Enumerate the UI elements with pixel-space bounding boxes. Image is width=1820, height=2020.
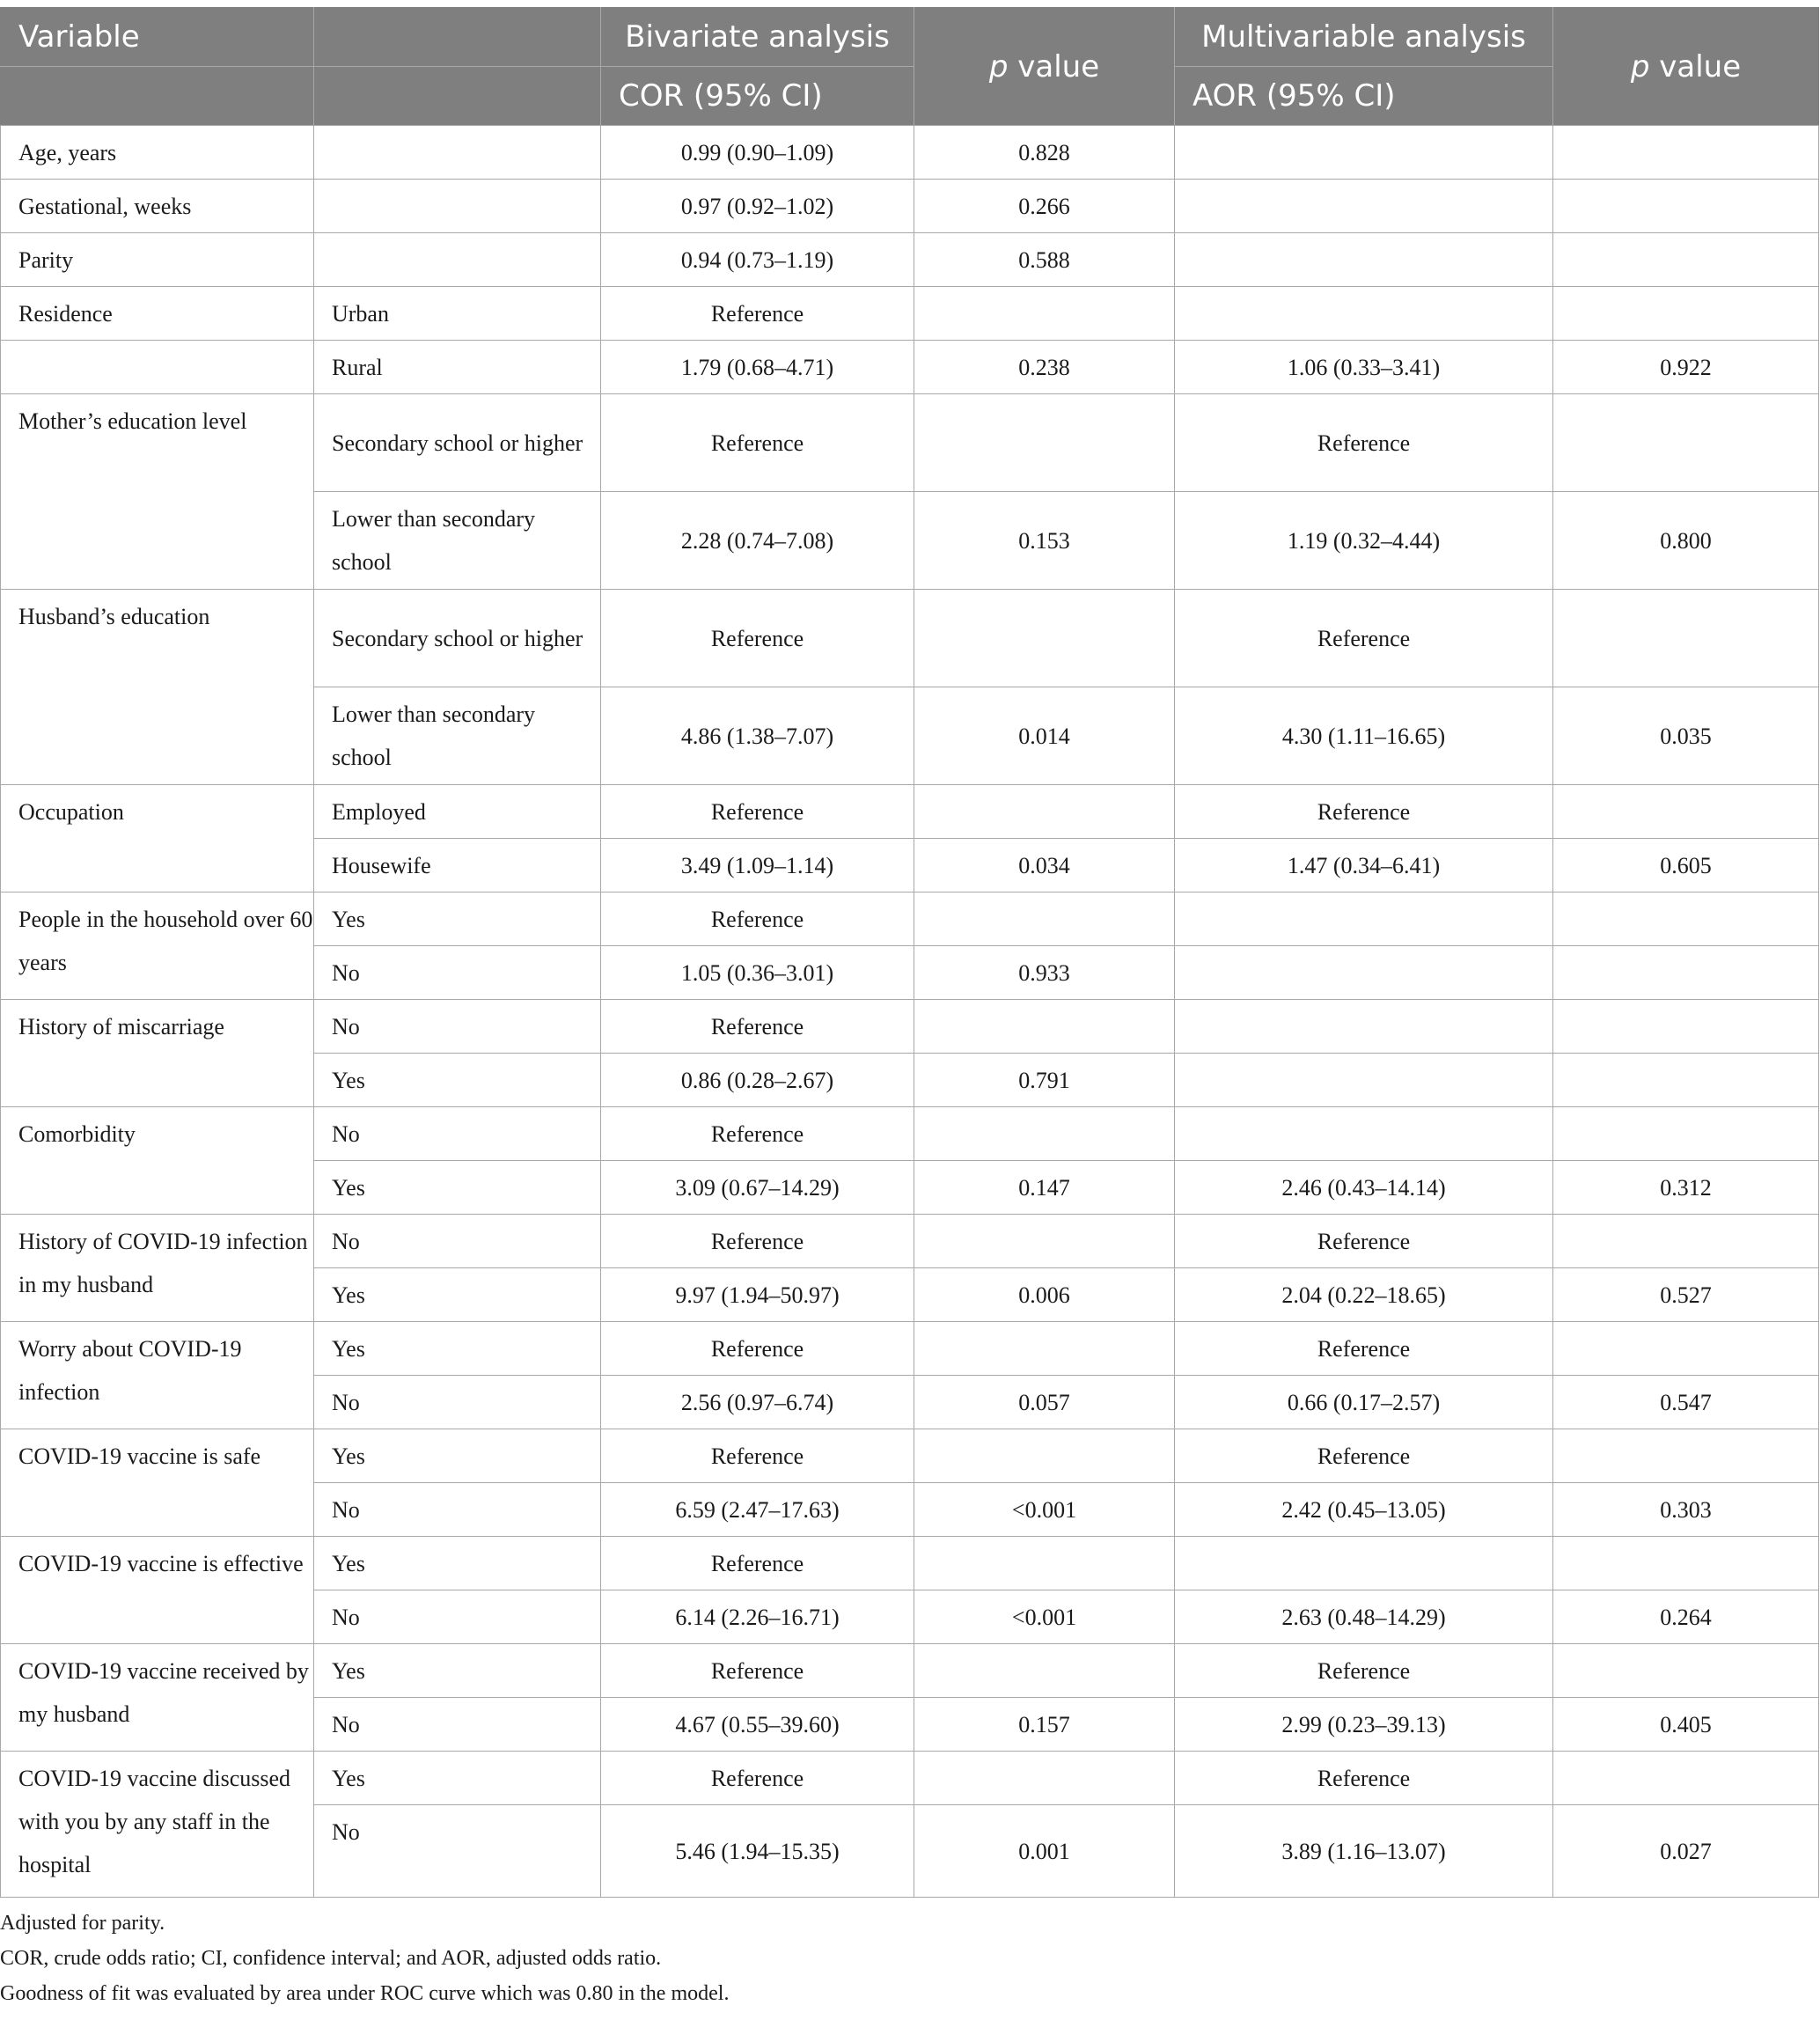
variable-cell: Age, years [1, 126, 314, 180]
category-cell [314, 126, 601, 180]
cor-cell: Reference [601, 1644, 914, 1698]
cor-cell: 0.97 (0.92–1.02) [601, 180, 914, 233]
category-cell: Lower than secondary school [314, 492, 601, 590]
aor-cell [1175, 180, 1553, 233]
category-cell: Yes [314, 1268, 601, 1322]
variable-cell: Comorbidity [1, 1107, 314, 1215]
category-cell: Yes [314, 1322, 601, 1376]
header-cor: COR (95% CI) [601, 67, 914, 126]
p-value-cell: 0.264 [1553, 1590, 1819, 1644]
category-cell: Yes [314, 892, 601, 946]
category-cell: Rural [314, 341, 601, 394]
regression-table-container [0, 7, 1818, 1898]
table-row [1, 1644, 1819, 1698]
p-value-cell [1553, 1322, 1819, 1376]
aor-cell: 1.47 (0.34–6.41) [1175, 839, 1553, 892]
p-value-cell [1553, 1429, 1819, 1483]
category-cell [314, 233, 601, 287]
table-header [1, 8, 1819, 126]
variable-cell: Worry about COVID-19 infection [1, 1322, 314, 1429]
category-cell: No [314, 946, 601, 1000]
aor-cell: Reference [1175, 1322, 1553, 1376]
aor-cell [1175, 1000, 1553, 1054]
p-value-cell: 0.303 [1553, 1483, 1819, 1537]
category-cell: No [314, 1376, 601, 1429]
variable-cell: COVID-19 vaccine is safe [1, 1429, 314, 1537]
variable-cell: COVID-19 vaccine discussed with you by any staff in the hospital [1, 1752, 314, 1898]
p-value-cell [914, 785, 1175, 839]
table-row [1, 180, 1819, 233]
variable-cell: COVID-19 vaccine is effective [1, 1537, 314, 1644]
aor-cell: 2.04 (0.22–18.65) [1175, 1268, 1553, 1322]
p-value-cell: 0.014 [914, 687, 1175, 785]
cor-cell: 0.99 (0.90–1.09) [601, 126, 914, 180]
p-value-cell: 0.791 [914, 1054, 1175, 1107]
p-value-cell [914, 892, 1175, 946]
p-value-cell: 0.605 [1553, 839, 1819, 892]
aor-cell: 2.99 (0.23–39.13) [1175, 1698, 1553, 1752]
p-value-cell: 0.828 [914, 126, 1175, 180]
header-multivariable: Multivariable analysis [1175, 8, 1553, 67]
p-value-cell [1553, 126, 1819, 180]
aor-cell: 2.42 (0.45–13.05) [1175, 1483, 1553, 1537]
p-value-cell [914, 590, 1175, 687]
category-cell: Urban [314, 287, 601, 341]
category-cell: Yes [314, 1644, 601, 1698]
table-row [1, 1215, 1819, 1268]
p-value-cell: 0.157 [914, 1698, 1175, 1752]
p-value-cell [914, 1752, 1175, 1805]
cor-cell: Reference [601, 1429, 914, 1483]
category-cell: Lower than secondary school [314, 687, 601, 785]
aor-cell [1175, 892, 1553, 946]
p-value-cell: <0.001 [914, 1483, 1175, 1537]
category-cell: Secondary school or higher [314, 590, 601, 687]
p-value-cell: 0.057 [914, 1376, 1175, 1429]
category-cell: Yes [314, 1537, 601, 1590]
aor-cell: 2.63 (0.48–14.29) [1175, 1590, 1553, 1644]
aor-cell [1175, 287, 1553, 341]
p-value-cell [914, 394, 1175, 492]
cor-cell: Reference [601, 785, 914, 839]
p-value-cell [1553, 1644, 1819, 1698]
cor-cell: Reference [601, 1000, 914, 1054]
aor-cell: Reference [1175, 1644, 1553, 1698]
variable-cell: Mother’s education level [1, 394, 314, 590]
table-footnotes [0, 1906, 729, 2011]
aor-cell: 0.66 (0.17–2.57) [1175, 1376, 1553, 1429]
p-value-cell [914, 1215, 1175, 1268]
p-value-cell: <0.001 [914, 1590, 1175, 1644]
p-value-cell: 0.147 [914, 1161, 1175, 1215]
header-p-value-multivariable: p value [1553, 8, 1819, 126]
variable-cell: History of miscarriage [1, 1000, 314, 1107]
aor-cell: Reference [1175, 590, 1553, 687]
table-row [1, 590, 1819, 687]
cor-cell: 2.56 (0.97–6.74) [601, 1376, 914, 1429]
variable-cell: Gestational, weeks [1, 180, 314, 233]
cor-cell: Reference [601, 590, 914, 687]
aor-cell [1175, 126, 1553, 180]
cor-cell: 1.05 (0.36–3.01) [601, 946, 914, 1000]
category-cell: Yes [314, 1161, 601, 1215]
p-value-cell: 0.922 [1553, 341, 1819, 394]
category-cell: No [314, 1215, 601, 1268]
p-value-cell: 0.312 [1553, 1161, 1819, 1215]
p-value-cell [1553, 180, 1819, 233]
p-value-cell [914, 1107, 1175, 1161]
table-row [1, 1322, 1819, 1376]
footnote-adjusted: Adjusted for parity. [0, 1912, 165, 1935]
regression-table [0, 7, 1819, 1898]
p-value-cell: 0.547 [1553, 1376, 1819, 1429]
cor-cell: 6.59 (2.47–17.63) [601, 1483, 914, 1537]
cor-cell: Reference [601, 1215, 914, 1268]
header-variable: Variable [1, 8, 314, 67]
variable-cell: Residence [1, 287, 314, 341]
cor-cell: 5.46 (1.94–15.35) [601, 1805, 914, 1898]
cor-cell: 2.28 (0.74–7.08) [601, 492, 914, 590]
category-cell: No [314, 1107, 601, 1161]
table-row [1, 1107, 1819, 1161]
header-variable-sub [1, 67, 314, 126]
aor-cell: Reference [1175, 1752, 1553, 1805]
table-row [1, 341, 1819, 394]
cor-cell: 6.14 (2.26–16.71) [601, 1590, 914, 1644]
p-value-cell [1553, 287, 1819, 341]
category-cell: Secondary school or higher [314, 394, 601, 492]
cor-cell: Reference [601, 1752, 914, 1805]
p-value-cell [1553, 1054, 1819, 1107]
p-value-cell: 0.588 [914, 233, 1175, 287]
category-cell: No [314, 1483, 601, 1537]
p-value-cell: 0.238 [914, 341, 1175, 394]
variable-cell: Occupation [1, 785, 314, 892]
aor-cell [1175, 946, 1553, 1000]
cor-cell: 9.97 (1.94–50.97) [601, 1268, 914, 1322]
p-value-cell [1553, 785, 1819, 839]
table-row [1, 126, 1819, 180]
aor-cell: Reference [1175, 1215, 1553, 1268]
cor-cell: 4.86 (1.38–7.07) [601, 687, 914, 785]
aor-cell: Reference [1175, 785, 1553, 839]
p-value-cell [1553, 1537, 1819, 1590]
p-value-cell: 0.001 [914, 1805, 1175, 1898]
category-cell: No [314, 1805, 601, 1898]
table-row [1, 394, 1819, 492]
p-value-cell [914, 1429, 1175, 1483]
p-value-cell [1553, 892, 1819, 946]
p-value-cell [1553, 946, 1819, 1000]
p-value-cell [1553, 1107, 1819, 1161]
p-value-cell: 0.266 [914, 180, 1175, 233]
cor-cell: 0.86 (0.28–2.67) [601, 1054, 914, 1107]
footnote-abbreviations: COR, crude odds ratio; CI, confidence interval; and AOR, adjusted odds ratio. [0, 1947, 662, 1970]
category-cell: Yes [314, 1752, 601, 1805]
header-bivariate: Bivariate analysis [601, 8, 914, 67]
cor-cell: Reference [601, 287, 914, 341]
p-value-cell [1553, 1215, 1819, 1268]
aor-cell [1175, 1537, 1553, 1590]
p-value-cell [1553, 590, 1819, 687]
p-value-cell: 0.006 [914, 1268, 1175, 1322]
category-cell: Yes [314, 1054, 601, 1107]
cor-cell: 1.79 (0.68–4.71) [601, 341, 914, 394]
aor-cell: Reference [1175, 394, 1553, 492]
table-body [1, 126, 1819, 1898]
p-value-cell [914, 1322, 1175, 1376]
cor-cell: Reference [601, 1537, 914, 1590]
aor-cell [1175, 1107, 1553, 1161]
aor-cell: 2.46 (0.43–14.14) [1175, 1161, 1553, 1215]
p-value-cell: 0.034 [914, 839, 1175, 892]
header-p-value-bivariate: p value [914, 8, 1175, 126]
variable-cell: COVID-19 vaccine received by my husband [1, 1644, 314, 1752]
aor-cell: 1.19 (0.32–4.44) [1175, 492, 1553, 590]
p-value-cell: 0.153 [914, 492, 1175, 590]
variable-cell: People in the household over 60 years [1, 892, 314, 1000]
category-cell: No [314, 1698, 601, 1752]
cor-cell: 3.09 (0.67–14.29) [601, 1161, 914, 1215]
cor-cell: 3.49 (1.09–1.14) [601, 839, 914, 892]
p-value-cell: 0.933 [914, 946, 1175, 1000]
cor-cell: Reference [601, 1107, 914, 1161]
p-value-cell [914, 1644, 1175, 1698]
category-cell: No [314, 1590, 601, 1644]
cor-cell: Reference [601, 394, 914, 492]
table-row [1, 1000, 1819, 1054]
p-value-cell: 0.405 [1553, 1698, 1819, 1752]
footnote-goodness-of-fit: Goodness of fit was evaluated by area under ROC curve which was 0.80 in the model. [0, 1982, 730, 2005]
aor-cell: 1.06 (0.33–3.41) [1175, 341, 1553, 394]
variable-cell: Husband’s education [1, 590, 314, 785]
p-value-cell [1553, 1752, 1819, 1805]
category-cell: Employed [314, 785, 601, 839]
table-row [1, 1537, 1819, 1590]
variable-cell: History of COVID-19 infection in my husband [1, 1215, 314, 1322]
p-value-cell: 0.800 [1553, 492, 1819, 590]
header-aor: AOR (95% CI) [1175, 67, 1553, 126]
p-value-cell [914, 1537, 1175, 1590]
p-value-cell [1553, 233, 1819, 287]
category-cell: Housewife [314, 839, 601, 892]
table-row [1, 785, 1819, 839]
cor-cell: Reference [601, 892, 914, 946]
p-value-cell [914, 1000, 1175, 1054]
p-value-cell [914, 287, 1175, 341]
variable-cell [1, 341, 314, 394]
aor-cell: 3.89 (1.16–13.07) [1175, 1805, 1553, 1898]
table-row [1, 287, 1819, 341]
category-cell [314, 180, 601, 233]
category-cell: No [314, 1000, 601, 1054]
aor-cell: Reference [1175, 1429, 1553, 1483]
aor-cell [1175, 1054, 1553, 1107]
cor-cell: Reference [601, 1322, 914, 1376]
aor-cell: 4.30 (1.11–16.65) [1175, 687, 1553, 785]
cor-cell: 4.67 (0.55–39.60) [601, 1698, 914, 1752]
p-value-cell: 0.527 [1553, 1268, 1819, 1322]
p-value-cell [1553, 394, 1819, 492]
table-row [1, 1752, 1819, 1805]
category-cell: Yes [314, 1429, 601, 1483]
table-row [1, 1429, 1819, 1483]
header-category [314, 8, 601, 67]
table-row [1, 233, 1819, 287]
p-value-cell: 0.035 [1553, 687, 1819, 785]
table-row [1, 892, 1819, 946]
p-value-cell: 0.027 [1553, 1805, 1819, 1898]
cor-cell: 0.94 (0.73–1.19) [601, 233, 914, 287]
p-value-cell [1553, 1000, 1819, 1054]
aor-cell [1175, 233, 1553, 287]
header-category-sub [314, 67, 601, 126]
variable-cell: Parity [1, 233, 314, 287]
